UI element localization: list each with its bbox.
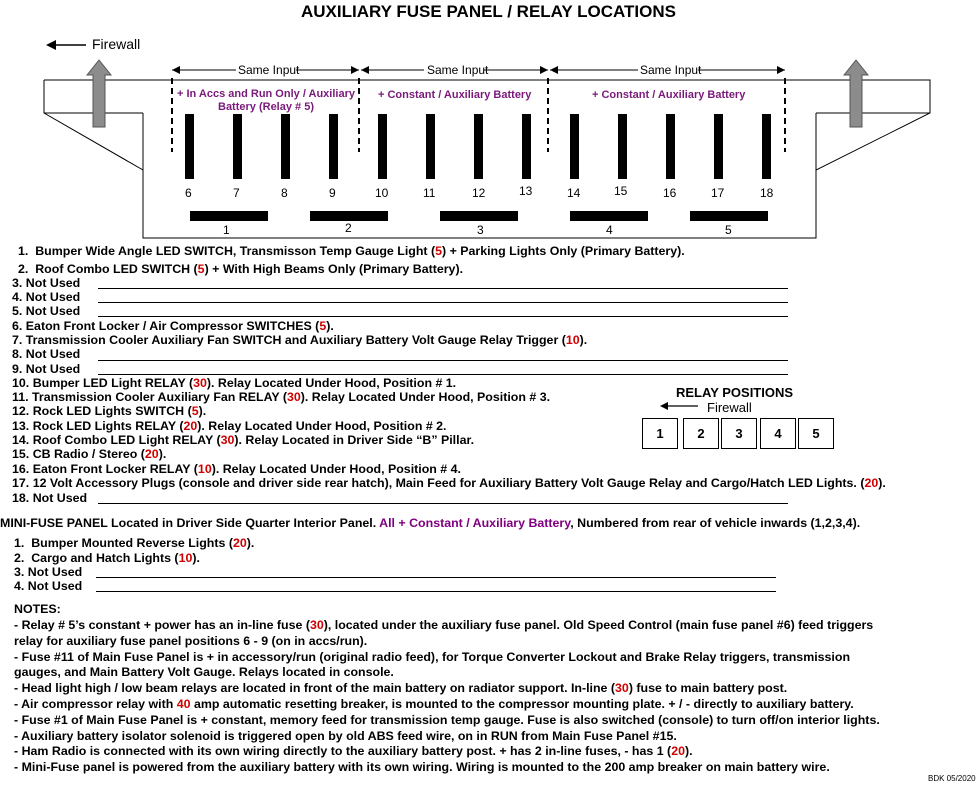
fuse-number: 18 [760, 186, 774, 200]
relay-position-box: 1 [642, 418, 678, 449]
list-item: 5. Not Used [12, 304, 81, 318]
relay-position-box: 4 [760, 418, 796, 449]
list-item: 2. Cargo and Hatch Lights (10). [14, 551, 200, 565]
right-mount-arrow-icon [844, 60, 868, 127]
blank-line [98, 503, 788, 504]
signature: BDK 05/2020 [928, 774, 976, 783]
relay-number: 5 [725, 223, 732, 237]
note-line: - Relay # 5’s constant + power has an in-line fuse (30), located under the auxiliary fuse panel. Old Speed Control (main fuse panel #6) feed triggers [14, 618, 874, 632]
list-item: 18. Not Used [12, 491, 88, 505]
fuse-panel-diagram [0, 0, 977, 240]
list-item: 14. Roof Combo LED Light RELAY (30). Relay Located in Driver Side “B” Pillar. [12, 433, 475, 447]
fuse-number: 9 [329, 186, 336, 200]
note-line: - Fuse #1 of Main Fuse Panel is + constant, memory feed for transmission temp gauge. Fuse is also switched (console) to turn off/on interior lights. [14, 712, 880, 727]
notes-heading: NOTES: [14, 602, 61, 616]
list-item: 10. Bumper LED Light RELAY (30). Relay Located Under Hood, Position # 1. [12, 376, 457, 390]
same-input-label-2: Same Input [427, 63, 489, 77]
note-line: - Air compressor relay with 40 amp automatic resetting breaker, is mounted to the compressor mounting plate. + / - directly to auxiliary battery. [14, 696, 854, 711]
relay-positions-title: RELAY POSITIONS [676, 385, 794, 400]
blank-line [98, 316, 788, 317]
relay-firewall-arrow-icon [660, 401, 700, 411]
blank-line [98, 302, 788, 303]
relay-number: 4 [606, 223, 613, 237]
notes-block [14, 618, 880, 776]
fuse-number: 10 [375, 186, 389, 200]
relay-firewall-label: Firewall [707, 400, 752, 415]
blank-line [98, 374, 788, 375]
blank-line [96, 577, 776, 578]
list-item: 13. Rock LED Lights RELAY (20). Relay Located Under Hood, Position # 2. [12, 419, 447, 433]
list-item: 16. Eaton Front Locker RELAY (10). Relay Located Under Hood, Position # 4. [12, 462, 461, 476]
relay-number: 3 [477, 223, 484, 237]
same-input-label-3: Same Input [640, 63, 702, 77]
list-item: 2. Roof Combo LED SWITCH (5) + With High Beams Only (Primary Battery). [18, 262, 464, 276]
list-item: 3. Not Used [14, 565, 83, 579]
blank-line [98, 288, 788, 289]
list-item: 12. Rock LED Lights SWITCH (5). [12, 404, 207, 418]
fuse-slots [185, 114, 771, 179]
fuse-number: 12 [472, 186, 486, 200]
list-item: 15. CB Radio / Stereo (20). [12, 447, 167, 461]
relay-number: 1 [223, 223, 230, 237]
left-mount-arrow-icon [87, 60, 111, 127]
list-item: 1. Bumper Wide Angle LED SWITCH, Transmisson Temp Gauge Light (5) + Parking Lights Only (Primary Battery). [18, 244, 685, 258]
fuse-number: 8 [281, 186, 288, 200]
group-label-constant-1: + Constant / Auxiliary Battery [378, 89, 532, 101]
relay-slots [190, 211, 768, 221]
note-line: - Auxiliary battery isolator solenoid is triggered open by old ABS feed wire, on in RUN from Main Fuse Panel #15. [14, 728, 677, 743]
relay-number: 2 [345, 221, 352, 235]
list-item: 6. Eaton Front Locker / Air Compressor SWITCHES (5). [12, 319, 334, 333]
group-label-accs: + In Accs and Run Only / Auxiliary Battery (Relay # 5) [177, 88, 355, 113]
relay-position-box: 3 [721, 418, 757, 449]
relay-position-box: 2 [683, 418, 719, 449]
list-item: 1. Bumper Mounted Reverse Lights (20). [14, 536, 255, 550]
blank-line [98, 360, 788, 361]
fuse-number: 15 [614, 184, 628, 198]
fuse-number: 6 [185, 186, 192, 200]
same-input-label-1: Same Input [238, 63, 300, 77]
note-line: gauges, and Main Battery Volt Gauge. Relays located in console. [14, 665, 394, 680]
fuse-number: 13 [519, 184, 533, 198]
list-item: 4. Not Used [12, 290, 81, 304]
page-title: AUXILIARY FUSE PANEL / RELAY LOCATIONS [301, 2, 676, 21]
relay-position-box: 5 [798, 418, 834, 449]
fuse-number: 17 [711, 186, 725, 200]
note-line: - Head light high / low beam relays are located in front of the main battery on radiator support. In-line (30) fuse to main battery post. [14, 681, 788, 696]
mini-fuse-heading: MINI-FUSE PANEL Located in Driver Side Quarter Interior Panel. All + Constant / Auxiliary Battery, Numbered from rear of vehicle inwards (1,2,3,4). [0, 516, 861, 530]
blank-line [96, 591, 776, 592]
list-item: 4. Not Used [14, 579, 83, 593]
list-item: 11. Transmission Cooler Auxiliary Fan RELAY (30). Relay Located Under Hood, Position # 3. [12, 390, 551, 404]
fuse-number: 11 [423, 186, 436, 200]
fuse-number: 16 [663, 186, 677, 200]
group-label-constant-2: + Constant / Auxiliary Battery [592, 89, 746, 101]
list-item: 9. Not Used [12, 362, 81, 376]
list-item: 3. Not Used [12, 276, 81, 290]
note-line: relay for auxiliary fuse panel positions 6 - 9 (on in accs/run). [14, 633, 368, 648]
note-line: - Ham Radio is connected with its own wiring directly to the auxiliary battery post. + has 2 in-line fuses, - has 1 (20). [14, 744, 693, 759]
note-line: - Mini-Fuse panel is powered from the auxiliary battery with its own wiring. Wiring is mounted to the 200 amp breaker on main battery wire. [14, 760, 830, 775]
list-item: 7. Transmission Cooler Auxiliary Fan SWITCH and Auxiliary Battery Volt Gauge Relay Trigger (10). [12, 333, 588, 347]
list-item: 17. 12 Volt Accessory Plugs (console and driver side rear hatch), Main Feed for Auxiliary Battery Volt Gauge Relay and Cargo/Hatch LED Lights. (20). [12, 476, 886, 490]
fuse-number: 14 [567, 186, 581, 200]
list-item: 8. Not Used [12, 347, 81, 361]
note-line: - Fuse #11 of Main Fuse Panel is + in accessory/run (original radio feed), for Torque Converter Lockout and Brake Relay triggers, transmission [14, 649, 851, 664]
fuse-number: 7 [233, 186, 240, 200]
firewall-label: Firewall [92, 36, 141, 52]
